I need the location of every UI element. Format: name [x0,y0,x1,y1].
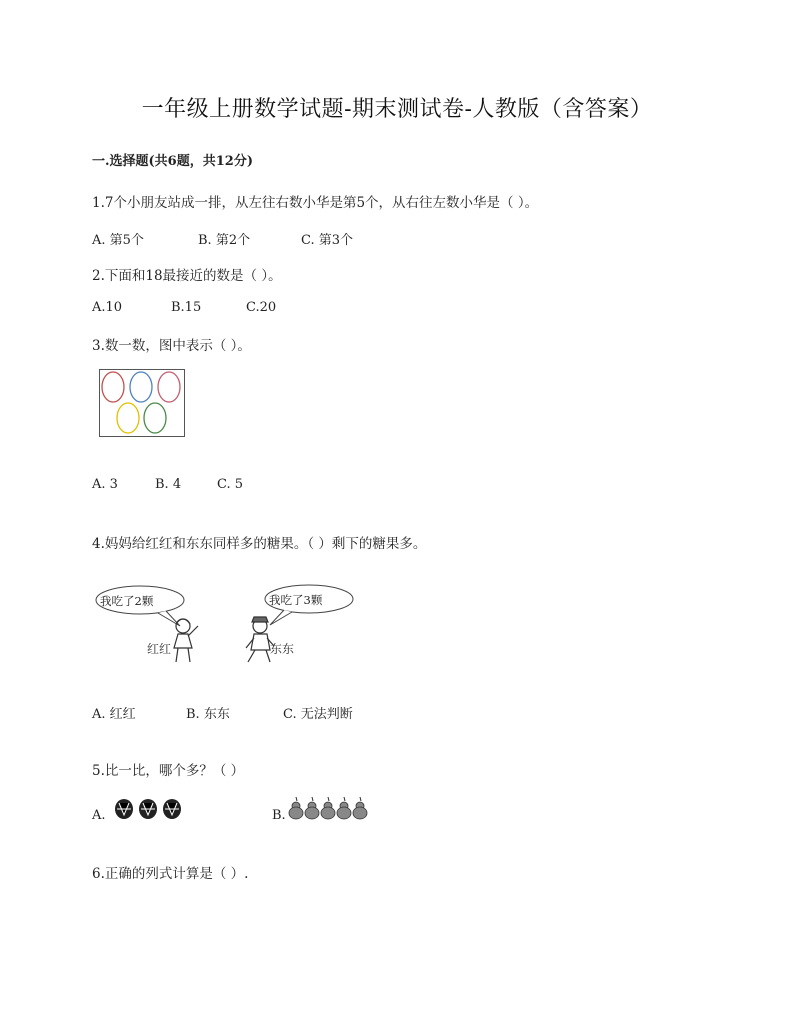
pear-group [288,795,372,821]
pear-icon [353,797,367,819]
pineapple-icon [115,799,133,819]
ring-1 [102,372,124,402]
pineapple-icon [139,799,157,819]
question-4-option-b: B. 东东 [186,707,230,722]
pear-icon [321,797,335,819]
question-2-option-a: A.10 [92,300,123,315]
speech-bubble-right-text: 我吃了3颗 [269,593,323,607]
ring-5 [144,403,166,433]
question-5-option-b: B. [272,808,286,823]
question-3-option-b: B. 4 [155,477,182,492]
question-2-option-b: B.15 [171,300,202,315]
question-5-option-a: A. [92,808,106,823]
ring-3 [158,372,180,402]
question-5-stem: 5.比一比，哪个多？（ ） [92,763,245,779]
question-6-stem: 6.正确的列式计算是（ ）. [92,866,249,882]
question-3-stem: 3.数一数，图中表示（ ）。 [92,338,251,354]
question-2-option-c: C.20 [246,300,277,315]
pineapple-group [112,795,192,821]
pear-icon [337,797,351,819]
question-4-option-c: C. 无法判断 [283,707,353,722]
pineapple-icon [163,799,181,819]
girl-figure [174,619,198,662]
ring-2 [130,372,152,402]
question-4-option-a: A. 红红 [92,707,136,722]
speech-bubble-left-text: 我吃了2颗 [100,594,154,608]
question-3-option-a: A. 3 [92,477,118,492]
question-2-stem: 2.下面和18最接近的数是（ ）。 [92,268,282,284]
name-label-left: 红红 [147,642,172,656]
pear-icon [305,797,319,819]
section-heading: 一.选择题(共6题，共12分) [92,154,253,169]
page-title: 一年级上册数学试题-期末测试卷-人教版（含答案） [141,97,653,122]
question-1-option-c: C. 第3个 [301,233,354,248]
question-1-option-a: A. 第5个 [92,233,144,248]
question-3-option-c: C. 5 [217,477,244,492]
ring-4 [117,403,139,433]
question-1-stem: 1.7个小朋友站成一排，从左往右数小华是第5个，从右往左数小华是（ ）。 [92,195,539,211]
question-4-stem: 4.妈妈给红红和东东同样多的糖果。（ ）剩下的糖果多。 [92,536,427,552]
rings-figure [99,369,189,441]
question-1-option-b: B. 第2个 [198,233,251,248]
name-label-right: 东东 [270,642,295,656]
pear-icon [289,797,303,819]
